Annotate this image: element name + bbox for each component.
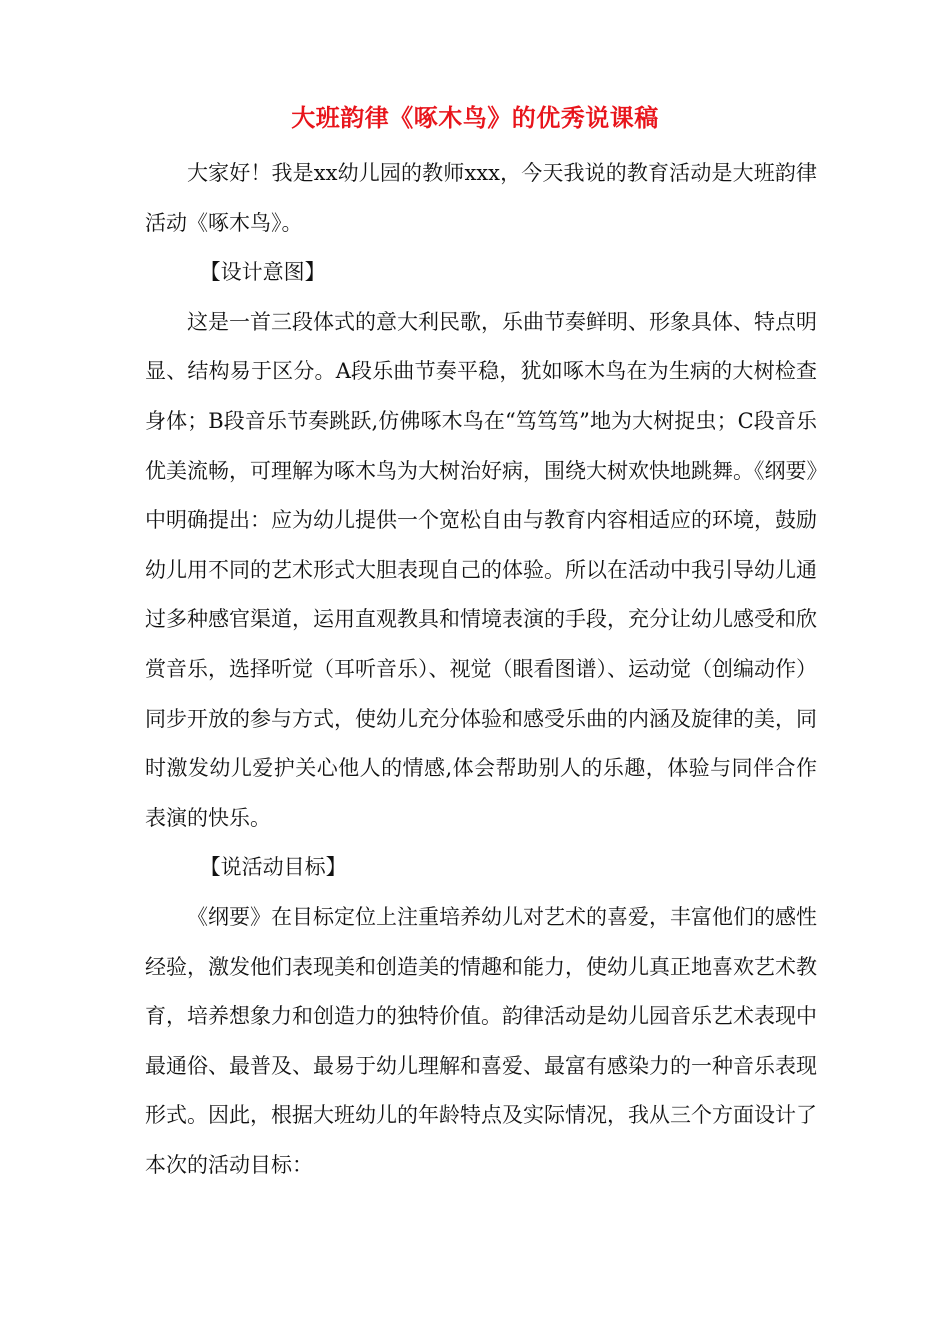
paragraph-greeting: 大家好！我是xx幼儿园的教师xxx，今天我说的教育活动是大班韵律活动《啄木鸟》。 [145,161,817,235]
paragraph-design-intent: 这是一首三段体式的意大利民歌，乐曲节奏鲜明、形象具体、特点明显、结构易于区分。A段乐曲节奏平稳，犹如啄木鸟在为生病的大树检查身体；B段音乐节奏跳跃,仿佛啄木鸟在“笃笃笃”地为大树捉虫；C段音乐优美流畅，可理解为啄木鸟为大树治好病，围绕大树欢快地跳舞。《纲要》中明确提出：应为幼儿提供一个宽松自由与教育内容相适应的环境，鼓励幼儿用不同的艺术形式大胆表现自己的体验。所以在活动中我引导幼儿通过多种感官渠道，运用直观教具和情境表演的手段，充分让幼儿感受和欣赏音乐，选择听觉（耳听音乐）、视觉（眼看图谱）、运动觉（创编动作）同步开放的参与方式，使幼儿充分体验和感受乐曲的内涵及旋律的美，同时激发幼儿爱护关心他人的情感,体会帮助别人的乐趣，体验与同伴合作表演的快乐。 [145,309,817,830]
paragraph-activity-goals: 《纲要》在目标定位上注重培养幼儿对艺术的喜爱，丰富他们的感性经验，激发他们表现美和创造美的情趣和能力，使幼儿真正地喜欢艺术教育，培养想象力和创造力的独特价值。韵律活动是幼儿园音乐艺术表现中最通俗、最普及、最易于幼儿理解和喜爱、最富有感染力的一种音乐表现形式。因此，根据大班幼儿的年龄特点及实际情况，我从三个方面设计了本次的活动目标： [145,904,817,1177]
document-title: 大班韵律《啄木鸟》的优秀说课稿 [291,104,659,132]
document-body [145,149,817,1190]
section-heading-design-intent: 【设计意图】 [199,260,326,285]
section-heading-activity-goals: 【说活动目标】 [199,855,347,880]
